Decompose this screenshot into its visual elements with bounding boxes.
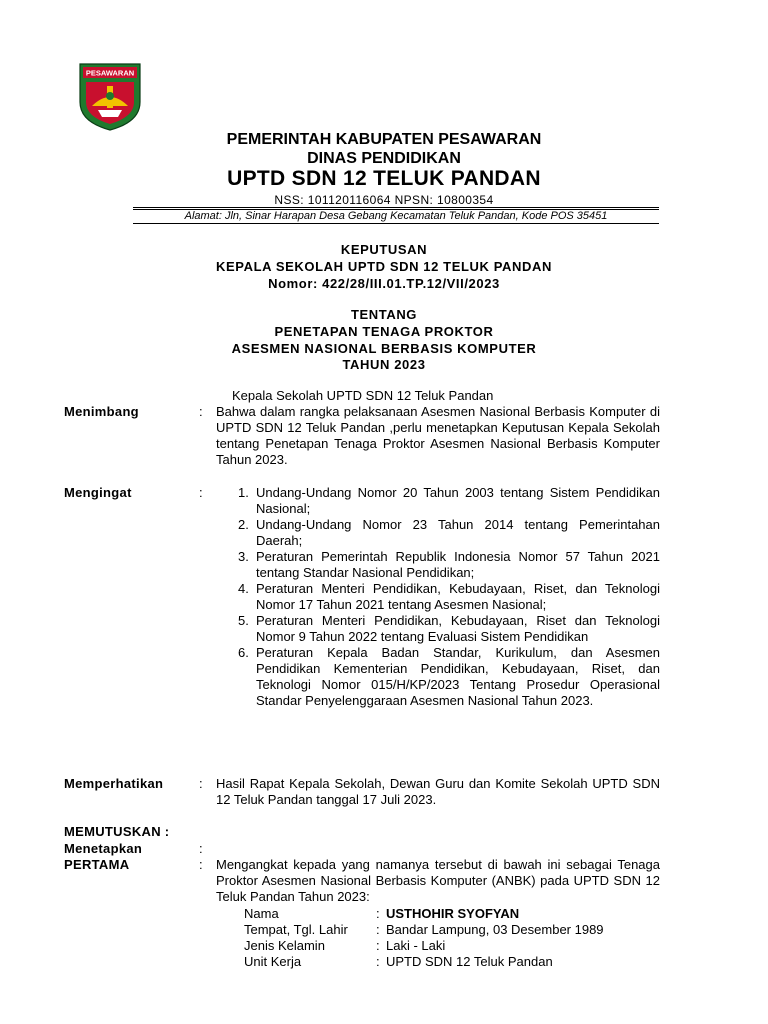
menetapkan-colon: : (199, 841, 203, 856)
mengingat-label: Mengingat (64, 485, 132, 500)
pertama-text: Mengangkat kepada yang namanya tersebut di bawah ini sebagai Tenaga Proktor Asesmen Nasional Berbasis Komputer (ANBK) pada UPTD SDN 12 Teluk Pandan Tahun 2023: (216, 857, 660, 904)
header-ids: NSS: 101120116064 NPSN: 10800354 (274, 193, 494, 207)
pertama-colon: : (199, 857, 203, 872)
mengingat-list (232, 485, 660, 709)
header-government: PEMERINTAH KABUPATEN PESAWARAN (226, 131, 542, 148)
list-item: 4. Peraturan Menteri Pendidikan, Kebudayaan, Riset, dan Teknologi Nomor 17 Tahun 2021 tentang Asesmen Nasional; (238, 581, 660, 612)
header-address: Alamat: Jln, Sinar Harapan Desa Gebang Kecamatan Teluk Pandan, Kode POS 35451 (184, 210, 608, 222)
title-subject-2: ASESMEN NASIONAL BERBASIS KOMPUTER (231, 341, 537, 356)
opening-line: Kepala Sekolah UPTD SDN 12 Teluk Pandan (232, 388, 494, 403)
header-rule-top (133, 207, 659, 208)
pertama-label: PERTAMA (64, 857, 130, 872)
list-item: 3. Peraturan Pemerintah Republik Indonesia Nomor 57 Tahun 2021 tentang Standar Nasional Pendidikan; (238, 549, 660, 580)
memutuskan-label: MEMUTUSKAN : (64, 824, 170, 839)
title-tentang: TENTANG (350, 307, 418, 322)
title-keputusan: KEPUTUSAN (340, 242, 428, 257)
identity-table (244, 906, 664, 970)
identity-row-birth: Tempat, Tgl. Lahir : Bandar Lampung, 03 Desember 1989 (244, 922, 604, 937)
identity-row-gender: Jenis Kelamin : Laki - Laki (244, 938, 446, 953)
list-item: 5. Peraturan Menteri Pendidikan, Kebudayaan, Riset dan Teknologi Nomor 9 Tahun 2022 tentang Evaluasi Sistem Pendidikan (238, 613, 660, 644)
memperhatikan-label: Memperhatikan (64, 776, 164, 791)
header-department: DINAS PENDIDIKAN (307, 150, 461, 167)
menimbang-label: Menimbang (64, 404, 139, 419)
title-nomor: Nomor: 422/28/III.01.TP.12/VII/2023 (268, 276, 500, 291)
identity-row-name: Nama : USTHOHIR SYOFYAN (244, 906, 520, 921)
menimbang-text: Bahwa dalam rangka pelaksanaan Asesmen Nasional Berbasis Komputer di UPTD SDN 12 Teluk Pandan ,perlu menetapkan Keputusan Kepala Sekolah tentang Penetapan Tenaga Proktor Asesmen Nasional Berbasis Komputer Tahun 2023. (216, 404, 660, 467)
pesawaran-emblem-icon (78, 62, 142, 132)
memperhatikan-text: Hasil Rapat Kepala Sekolah, Dewan Guru dan Komite Sekolah UPTD SDN 12 Teluk Pandan tanggal 17 Juli 2023. (216, 776, 660, 807)
list-item: 2. Undang-Undang Nomor 23 Tahun 2014 tentang Pemerintahan Daerah; (238, 517, 660, 548)
memperhatikan-colon: : (199, 776, 203, 791)
header-school-name: UPTD SDN 12 TELUK PANDAN (227, 167, 541, 190)
header-rule-bottom (133, 223, 659, 224)
mengingat-colon: : (199, 485, 203, 500)
title-issuer: KEPALA SEKOLAH UPTD SDN 12 TELUK PANDAN (216, 259, 552, 274)
logo-text: PESAWARAN (85, 68, 135, 78)
list-item: 6. Peraturan Kepala Badan Standar, Kurikulum, dan Asesmen Pendidikan Kementerian Pendidikan, Kebudayaan, Riset, dan Teknologi Nomor 015/H/KP/2023 Tentang Prosedur Operasional Standar Penyelenggaraan Asesmen Nasional Tahun 2023. (238, 645, 660, 708)
title-subject-1: PENETAPAN TENAGA PROKTOR (274, 324, 494, 339)
menetapkan-label: Menetapkan (64, 841, 143, 856)
identity-row-unit: Unit Kerja : UPTD SDN 12 Teluk Pandan (244, 954, 553, 969)
list-item: 1. Undang-Undang Nomor 20 Tahun 2003 tentang Sistem Pendidikan Nasional; (238, 485, 660, 516)
menimbang-colon: : (199, 404, 203, 419)
title-subject-3: TAHUN 2023 (342, 357, 426, 372)
